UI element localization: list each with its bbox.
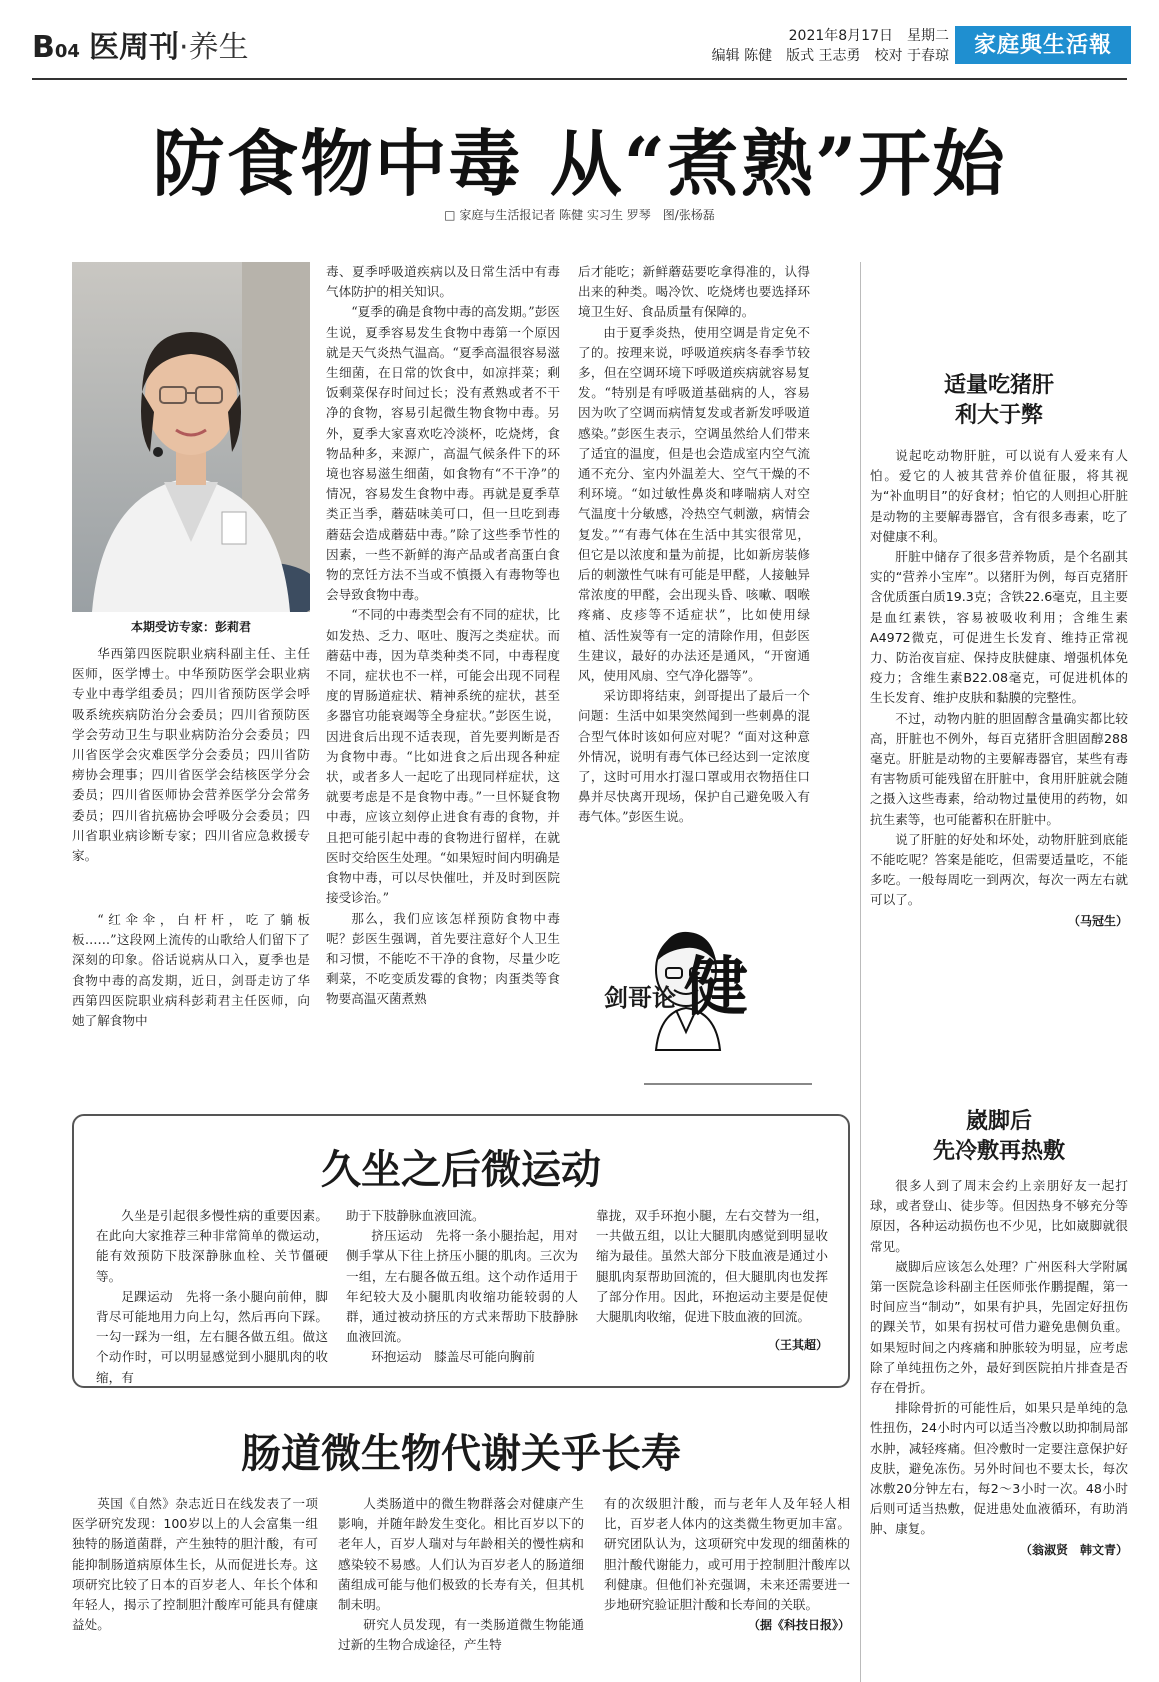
sidebar-paragraph: 很多人到了周末会约上亲朋好友一起打球，或者登山、徒步等。但因热身不够充分等原因，各种运动损伤也不少见，比如崴脚就很常见。 bbox=[870, 1178, 1128, 1254]
boxed-paragraph: 久坐是引起很多慢性病的重要因素。在此向大家推荐三种非常简单的微运动，能有效预防下肢深静脉血栓、关节僵硬等。 bbox=[96, 1208, 328, 1284]
bio-paragraph: 华西第四医院职业病科副主任、主任医师，医学博士。中华预防医学会职业病专业中毒学组委员；四川省预防医学会呼吸系统疾病防治分会委员；四川省预防医学会劳动卫生与职业病防治分会委员；四川省医学会灾难医学分会委员；四川省防痨协会理事；四川省医学会结核医学分会委员；四川省医师协会营养医学分会常务委员；四川省抗癌协会呼吸分会委员；四川省职业病诊断专家；四川省应急救援专家。 bbox=[72, 646, 310, 864]
intro-paragraph: “红伞伞，白杆杆，吃了躺板板……”这段网上流传的山歌给人们留下了深刻的印象。俗话说病从口入，夏季也是食物中毒的高发期，近日，剑哥走访了华西第四医院职业病科彭莉君主任医师，向她了解食物中 bbox=[72, 912, 310, 1029]
sidebar-paragraph: 说了肝脏的好处和坏处，动物肝脏到底能不能吃呢？答案是能吃，但需要适量吃，不能多吃。一般每周吃一到两次，每次一两左右就可以了。 bbox=[870, 831, 1128, 908]
sidebar-paragraph: 肝脏中储存了很多营养物质，是个名副其实的“营养小宝库”。以猪肝为例，每百克猪肝含优质蛋白质19.3克；含铁22.6毫克，且主要是血红素铁，容易被吸收利用；含维生素A4972微克，可促进生长发育、维持正常视力、防治夜盲症、保持皮肤健康、增强机体免疫力；含维生素B22.08毫克，可促进机体的生长发育、维护皮肤和黏膜的完整性。 bbox=[870, 549, 1128, 706]
article-intro bbox=[72, 910, 310, 1031]
sidebar-paragraph: 崴脚后应该怎么处理？广州医科大学附属第一医院急诊科副主任医师张作鹏提醒，第一时间应当“制动”，如果有护具，先固定好扭伤的踝关节，如果有拐杖可借力避免患侧负重。如果短时间之内疼痛和肿胀较为明显，应考虑除了单纯扭伤之外，最好到医院拍片排查是否存在骨折。 bbox=[870, 1258, 1128, 1396]
bottom-article-column bbox=[604, 1494, 850, 1635]
subsection-dot: · bbox=[179, 30, 189, 65]
article-paragraph: “不同的中毒类型会有不同的症状，比如发热、乏力、呕吐、腹泻之类症状。而蘑菇中毒，因为草类种类不同，中毒程度不同，症状也不一样，可能会出现不同程度的胃肠道症状、精神系统的症状，甚至多器官功能衰竭等全身症状。”彭医生说，因进食后出现不适表现，首先要判断是否为食物中毒。“比如进食之后出现各种症状，或者多人一起吃了出现同样症状，这就要考虑是不是食物中毒。”一旦怀疑食物中毒，应该立刻停止进食有毒的食物，并且把可能引起中毒的食物进行留样，在就医时交给医生处理。“如果短时间内明确是食物中毒，可以尽快催吐，并及时到医院接受诊治。” bbox=[326, 607, 560, 906]
sidebar-credit: （马冠生） bbox=[1067, 913, 1128, 928]
boxed-paragraph: 助于下肢静脉血液回流。 bbox=[346, 1208, 485, 1223]
bottom-credit: （据《科技日报》） bbox=[747, 1618, 850, 1633]
newspaper-logo: 家庭與生活報 bbox=[955, 26, 1131, 64]
boxed-article-column bbox=[96, 1206, 328, 1388]
article-paragraph: 那么，我们应该怎样预防食物中毒呢？彭医生强调，首先要注意好个人卫生和习惯，不能吃不干净的食物，尽量少吃剩菜，不吃变质发霉的食物；肉蛋类等食物要高温灭菌煮熟 bbox=[326, 910, 560, 1007]
byline: □ 家庭与生活报记者 陈健 实习生 罗琴 图/张杨磊 bbox=[444, 208, 715, 222]
date-staff-block bbox=[712, 26, 949, 66]
bottom-paragraph: 人类肠道中的微生物群落会对健康产生影响，并随年龄发生变化。相比百岁以下的老年人，百岁人瑞对与年龄相关的慢性病和感染较不易感。人们认为百岁老人的肠道细菌组成可能与他们极致的长寿有关，但其机制未明。 bbox=[338, 1496, 584, 1613]
sidebar-article-2-body bbox=[870, 1176, 1128, 1560]
sidebar-article-1-title: 适量吃猪肝 利大于弊 bbox=[943, 372, 1054, 428]
article-paragraph: “夏季的确是食物中毒的高发期。”彭医生说，夏季容易发生食物中毒第一个原因就是天气炎热气温高。“夏季高温很容易滋生细菌，在日常的饮食中，如凉拌菜；剩饭剩菜保存时间过长；没有煮熟或者不干净的食物，容易引起微生物食物中毒。另外，夏季大家喜欢吃冷淡杯，吃烧烤，食物品种多，来源广，高温气候条件下的环境也容易滋生细菌，如食物有“不干净”的情况，容易发生食物中毒。再就是夏季草类正当季，蘑菇味美可口，但一旦吃到毒蘑菇会造成蘑菇中毒。”除了这些季节性的因素，一些不新鲜的海产品或者高蛋白食物的烹饪方法不当或不慎摄入有毒物等也会导致食物中毒。 bbox=[326, 304, 560, 603]
boxed-credit: （王其超） bbox=[767, 1338, 828, 1353]
article-column-3 bbox=[578, 262, 810, 828]
bottom-paragraph: 研究人员发现，有一类肠道微生物能通过新的生物合成途径，产生特 bbox=[338, 1617, 584, 1653]
bottom-article-column bbox=[72, 1494, 318, 1635]
article-paragraph: 后才能吃；新鲜蘑菇要吃拿得准的，认得出来的种类。喝冷饮、吃烧烤也要选择环境卫生好、食品质量有保障的。 bbox=[578, 264, 810, 320]
subsection-name: 养生 bbox=[188, 30, 249, 65]
issue-date: 2021年8月17日 星期二 bbox=[788, 28, 949, 44]
boxed-article-column bbox=[346, 1206, 578, 1368]
article-paragraph: 由于夏季炎热，使用空调是肯定免不了的。按理来说，呼吸道疾病冬春季节较多，但在空调环境下呼吸道疾病就容易复发。“特别是有呼吸道基础病的人，容易因为吹了空调而病情复发或者新发呼吸道感染。”彭医生表示，空调虽然给人们带来了适宜的温度，但是也会造成室内空气流通不充分、室内外温差大、空气干燥的不利环境。“如过敏性鼻炎和哮喘病人对空气温度十分敏感，冷热空气刺激，病情会复发。”“有毒气体在生活中其实很常见，但它是以浓度和量为前提，比如新房装修后的刺激性气味有可能是甲醛，人接触异常浓度的甲醛，会出现头昏、咳嗽、咽喉疼痛、皮疹等不适症状”，比如使用绿植、活性炭等有一定的清除作用，但彭医生建议，最好的办法还是通风，“开窗通风，使用风扇、空气净化器等”。 bbox=[578, 324, 810, 684]
sidebar-divider bbox=[860, 262, 861, 1682]
boxed-paragraph: 足踝运动 先将一条小腿向前伸，脚背尽可能地用力向上勾，然后再向下踩。一勾一踩为一组，左右腿各做五组。做这个动作时，可以明显感觉到小腿肌肉的收缩，有 bbox=[96, 1288, 328, 1385]
cartoon-character: 健 bbox=[684, 950, 748, 1025]
expert-bio bbox=[72, 644, 310, 866]
boxed-paragraph: 靠拢，双手环抱小腿，左右交替为一组，一共做五组，以让大腿肌肉感觉到明显收缩为最佳。虽然大部分下肢血液是通过小腿肌肉泵帮助回流的，但大腿肌肉也发挥了部分作用。因此，环抱运动主要是促使大腿肌肉收缩，促进下肢血液的回流。 bbox=[596, 1208, 828, 1325]
sidebar-credit: （翁淑贤 韩文青） bbox=[1019, 1542, 1128, 1557]
main-headline: 防食物中毒 从“煮熟”开始 bbox=[152, 121, 1007, 206]
bottom-paragraph: 有的次级胆汁酸，而与老年人及年轻人相比，百岁老人体内的这类微生物更加丰富。研究团队认为，这项研究中发现的细菌株的胆汁酸代谢能力，或可用于控制胆汁酸库以利健康。但他们补充强调，未来还需要进一步地研究验证胆汁酸和长寿间的关联。 bbox=[604, 1496, 850, 1613]
header-divider bbox=[32, 78, 1127, 80]
photo-caption: 本期受访专家：彭莉君 bbox=[130, 620, 251, 634]
article-column-2 bbox=[326, 262, 560, 1010]
staff-credits: 编辑 陈健 版式 王志勇 校对 于春琼 bbox=[711, 48, 949, 64]
page-number: B04 bbox=[32, 30, 80, 65]
sidebar-article-1-body bbox=[870, 446, 1128, 931]
boxed-article-column bbox=[596, 1206, 828, 1355]
bottom-article-title: 肠道微生物代谢关乎长寿 bbox=[241, 1430, 681, 1477]
bottom-paragraph: 英国《自然》杂志近日在线发表了一项医学研究发现：100岁以上的人会富集一组独特的肠道菌群，产生独特的胆汁酸，有可能抑制肠道病原体生长，从而促进长寿。这项研究比较了日本的百岁老人、年长个体和年轻人，揭示了控制胆汁酸库可能具有健康益处。 bbox=[72, 1496, 318, 1633]
sidebar-paragraph: 排除骨折的可能性后，如果只是单纯的急性扭伤，24小时内可以适当冷敷以助抑制局部水肿，减轻疼痛。但冷敷时一定要注意保护好皮肤，避免冻伤。另外时间也不要太长，每次冰敷20分钟左右，每2～3小时一次。48小时后则可适当热敷，促进患处血液循环，有助消肿、康复。 bbox=[870, 1400, 1128, 1537]
boxed-paragraph: 挤压运动 先将一条小腿抬起，用对侧手掌从下往上挤压小腿的肌肉。三次为一组，左右腿各做五组。这个动作适用于年纪较大及小腿肌肉收缩功能较弱的人群，通过被动挤压的方式来帮助下肢静脉血液回流。 bbox=[346, 1228, 578, 1345]
boxed-article-title: 久坐之后微运动 bbox=[321, 1146, 601, 1193]
cartoon-label: 剑哥论 bbox=[604, 983, 676, 1012]
sidebar-paragraph: 不过，动物内脏的胆固醇含量确实都比较高，肝脏也不例外，每百克猪肝含胆固醇288毫克。肝脏是动物的主要解毒器官，某些有毒有害物质可能残留在肝脏中，食用肝脏就会随之摄入这些毒素，给动物过量使用的药物，如抗生素等，也可能蓄积在肝脏中。 bbox=[870, 710, 1128, 827]
article-paragraph: 采访即将结束，剑哥提出了最后一个问题：生活中如果突然闻到一些刺鼻的混合型气体时该如何应对呢？“面对这种意外情况，说明有毒气体已经达到一定浓度了，这时可用水打湿口罩或用衣物捂住口鼻并尽快离开现场，保护自己避免吸入有毒气体。”彭医生说。 bbox=[578, 688, 810, 825]
expert-photo bbox=[72, 262, 310, 612]
article-paragraph: 毒、夏季呼吸道疾病以及日常生活中有毒气体防护的相关知识。 bbox=[326, 264, 560, 300]
bottom-article-column bbox=[338, 1494, 584, 1656]
sidebar-paragraph: 说起吃动物肝脏，可以说有人爱来有人怕。爱它的人被其营养价值征服，将其视为“补血明目”的好食材；怕它的人则担心肝脏是动物的主要解毒器官，含有很多毒素，吃了对健康不利。 bbox=[870, 448, 1128, 544]
sidebar-article-2-title: 崴脚后 先冷敷再热敷 bbox=[932, 1108, 1065, 1164]
boxed-paragraph: 环抱运动 膝盖尽可能向胸前 bbox=[371, 1349, 535, 1365]
masthead bbox=[32, 22, 249, 78]
section-name: 医周刊 bbox=[89, 30, 180, 65]
